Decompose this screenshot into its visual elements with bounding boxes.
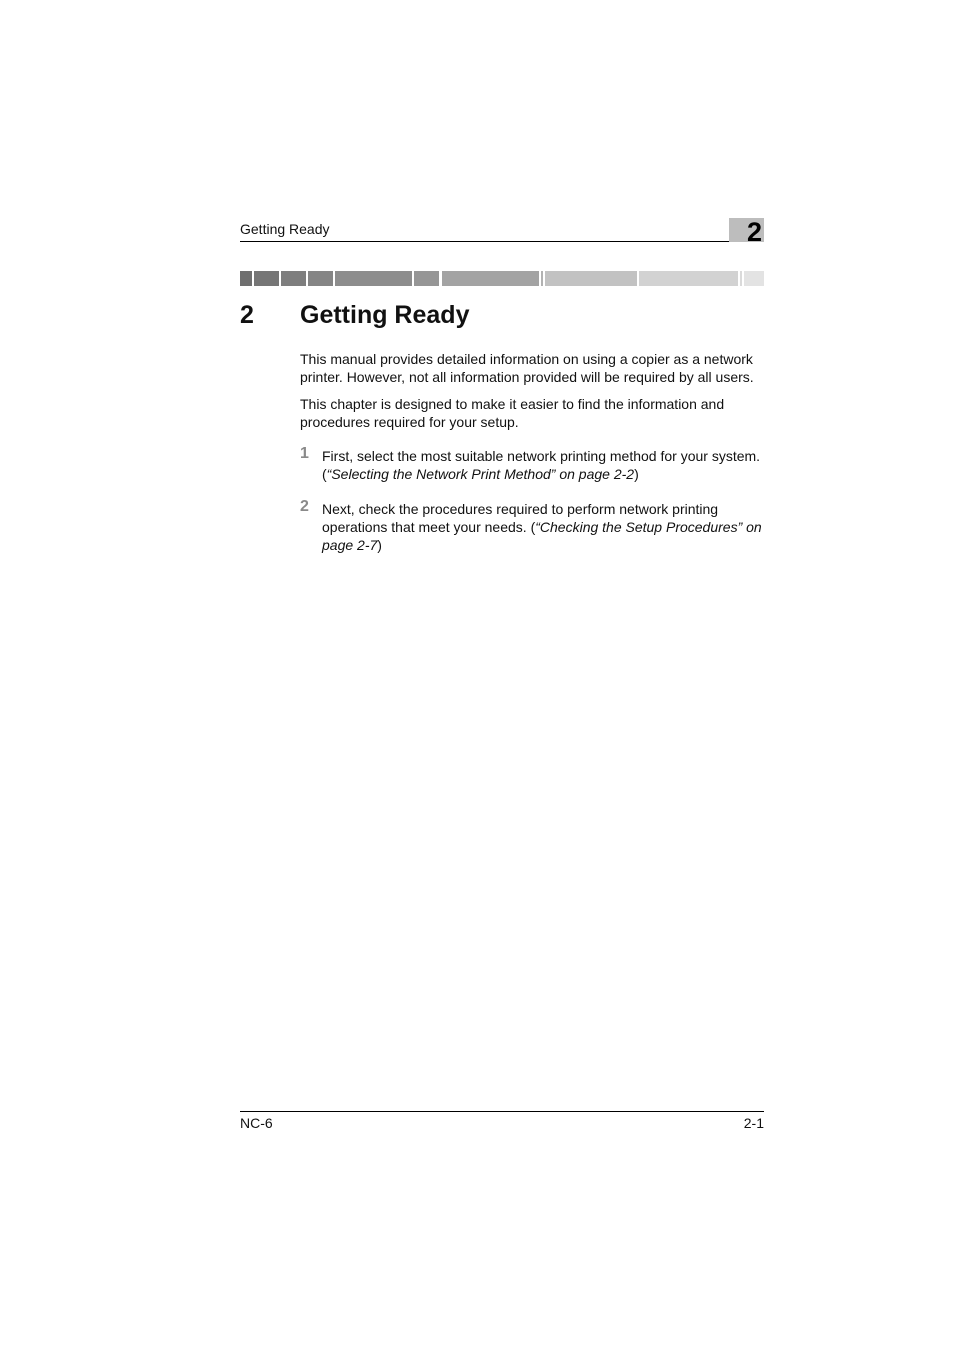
band-segment [281,271,306,286]
step-text: Next, check the procedures required to perform network printing operations that meet your needs. (“Checking the Setup Procedures” on page 2-7) [322,501,762,553]
chapter-tab-number: 2 [746,217,762,247]
step-1 [300,447,770,483]
cross-reference-link[interactable]: “Checking the Setup Procedures” on page 2-7 [322,519,762,553]
running-header: Getting Ready [240,221,330,237]
chapter-number: 2 [240,301,254,329]
band-segment [744,271,764,286]
step-2 [300,500,770,554]
step-text: First, select the most suitable network printing method for your system. (“Selecting the Network Print Method” on page 2-2) [322,448,761,482]
band-segment [442,271,539,286]
band-segment [740,271,742,286]
band-segment [335,271,412,286]
band-segment [639,271,738,286]
footer-page-number: 2-1 [743,1115,764,1131]
intro-paragraph-1: This manual provides detailed information on using a copier as a network printer. However, not all information provided will be required by all users. [300,351,754,385]
decorative-gradient-band [240,271,764,286]
cross-reference-link[interactable]: “Selecting the Network Print Method” on page 2-2 [326,466,635,482]
intro-paragraph-2: This chapter is designed to make it easier to find the information and procedures required for your setup. [300,396,725,430]
footer-product-name: NC-6 [240,1115,273,1131]
band-segment [308,271,333,286]
chapter-title-text: Getting Ready [300,301,470,329]
band-segment [254,271,279,286]
band-segment [541,271,543,286]
chapter-tab [729,217,764,247]
step-number: 2 [300,498,309,515]
footer-rule [240,1111,764,1112]
band-segment [545,271,637,286]
band-segment [240,271,252,286]
header-rule [240,241,764,242]
step-number: 1 [300,445,309,462]
band-segment [414,271,439,286]
